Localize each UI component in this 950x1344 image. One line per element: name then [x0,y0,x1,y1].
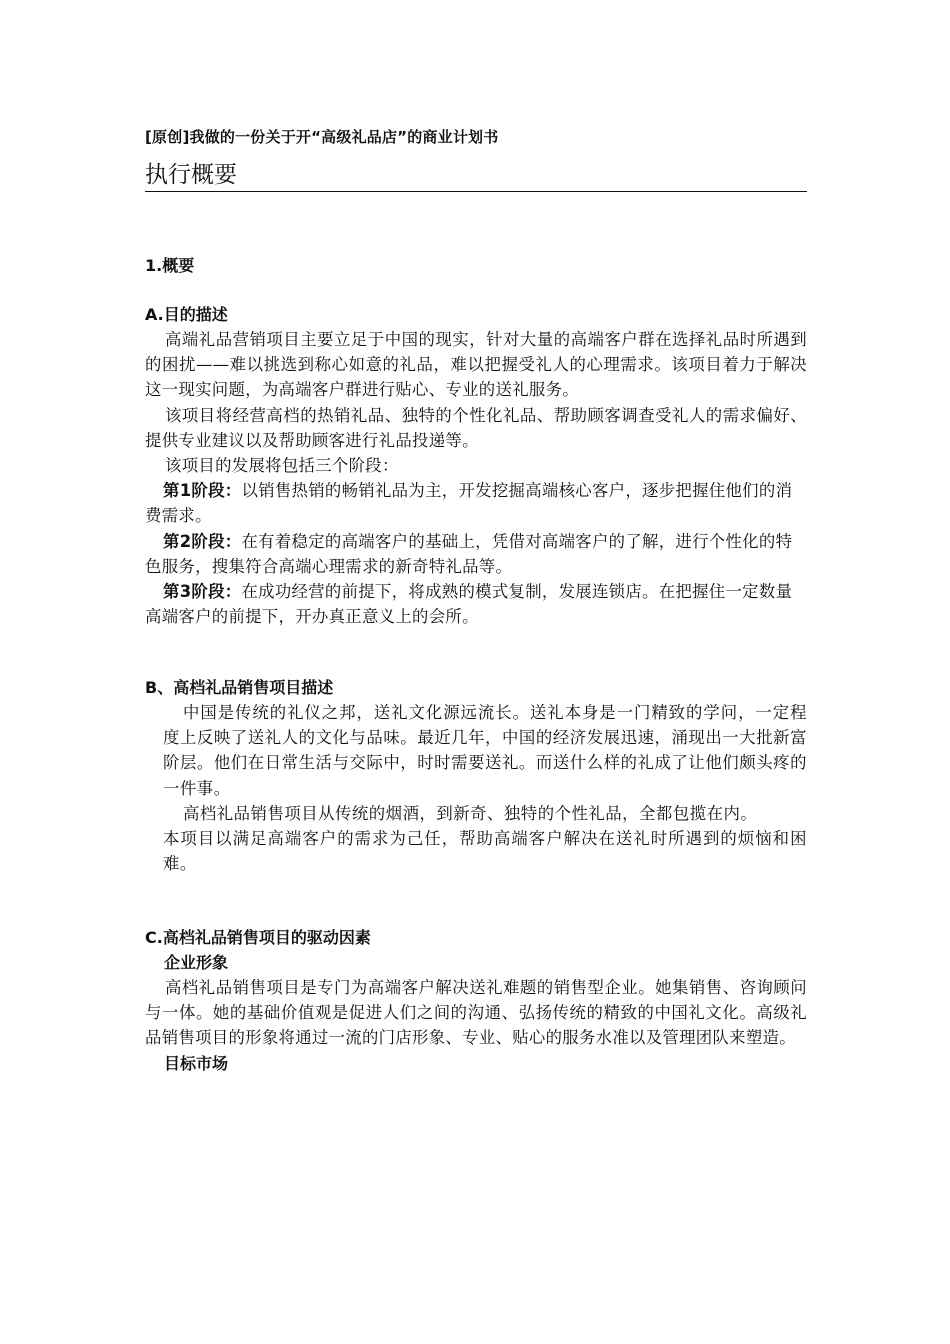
section-overview [145,253,807,278]
executive-summary-heading: 执行概要 [145,160,807,192]
section-b-body [145,700,807,876]
stage-1-label: 第1阶段： [163,481,242,501]
section-b-paragraph-2: 高档礼品销售项目从传统的烟酒，到新奇、独特的个性礼品，全都包揽在内。 [183,803,758,823]
stage-1-text: 以销售热销的畅销礼品为主，开发挖掘高端核心客户，逐步把握住他们的消费需求。 [145,481,793,526]
target-market-subheading: 目标市场 [164,1053,229,1073]
section-1-title: 1.概要 [145,256,195,275]
section-a [145,302,807,629]
corporate-image-subheading: 企业形象 [164,953,229,972]
stage-2-label: 第2阶段： [163,531,242,551]
section-b-paragraph-1: 中国是传统的礼仪之邦，送礼文化源远流长。送礼本身是一门精致的学问，一定程度上反映了送礼人的文化与品味。最近几年，中国的经济发展迅速，涌现出一大批新富阶层。他们在日常生活与交际中，时时需要送礼。而送什么样的礼成了让他们颇头疼的一件事。 [163,703,807,798]
section-b [145,675,807,876]
stage-1 [145,478,807,528]
document-title: [原创]我做的一份关于开“高级礼品店”的商业计划书 [145,128,499,146]
stage-3 [145,579,807,629]
stage-3-label: 第3阶段： [163,582,242,602]
section-a-paragraph-1: 高端礼品营销项目主要立足于中国的现实，针对大量的高端客户群在选择礼品时所遇到的困扰——难以挑选到称心如意的礼品，难以把握受礼人的心理需求。该项目着力于解决这一现实问题，为高端客户群进行贴心、专业的送礼服务。 [145,330,807,400]
section-c-title: C.高档礼品销售项目的驱动因素 [145,928,371,947]
section-a-paragraph-2: 该项目将经营高档的热销礼品、独特的个性化礼品、帮助顾客调查受礼人的需求偏好、提供专业建议以及帮助顾客进行礼品投递等。 [145,405,807,450]
stage-2-text: 在有着稳定的高端客户的基础上，凭借对高端客户的了解，进行个性化的特色服务，搜集符合高端心理需求的新奇特礼品等。 [145,531,793,576]
section-a-paragraph-3: 该项目的发展将包括三个阶段： [165,456,399,476]
section-c [145,925,807,1076]
section-b-title: B、高档礼品销售项目描述 [145,678,334,697]
section-a-title: A.目的描述 [145,305,228,324]
section-c-paragraph: 高档礼品销售项目是专门为高端客户解决送礼难题的销售型企业。她集销售、咨询顾问与一体。她的基础价值观是促进人们之间的沟通、弘扬传统的精致的中国礼文化。高级礼品销售项目的形象将通过一流的门店形象、专业、贴心的服务水准以及管理团队来塑造。 [145,978,807,1048]
stage-3-text: 在成功经营的前提下，将成熟的模式复制，发展连锁店。在把握住一定数量高端客户的前提下，开办真正意义上的会所。 [145,582,793,627]
stage-2 [145,529,807,579]
section-b-paragraph-3: 本项目以满足高端客户的需求为己任，帮助高端客户解决在送礼时所遇到的烦恼和困难。 [163,829,807,874]
